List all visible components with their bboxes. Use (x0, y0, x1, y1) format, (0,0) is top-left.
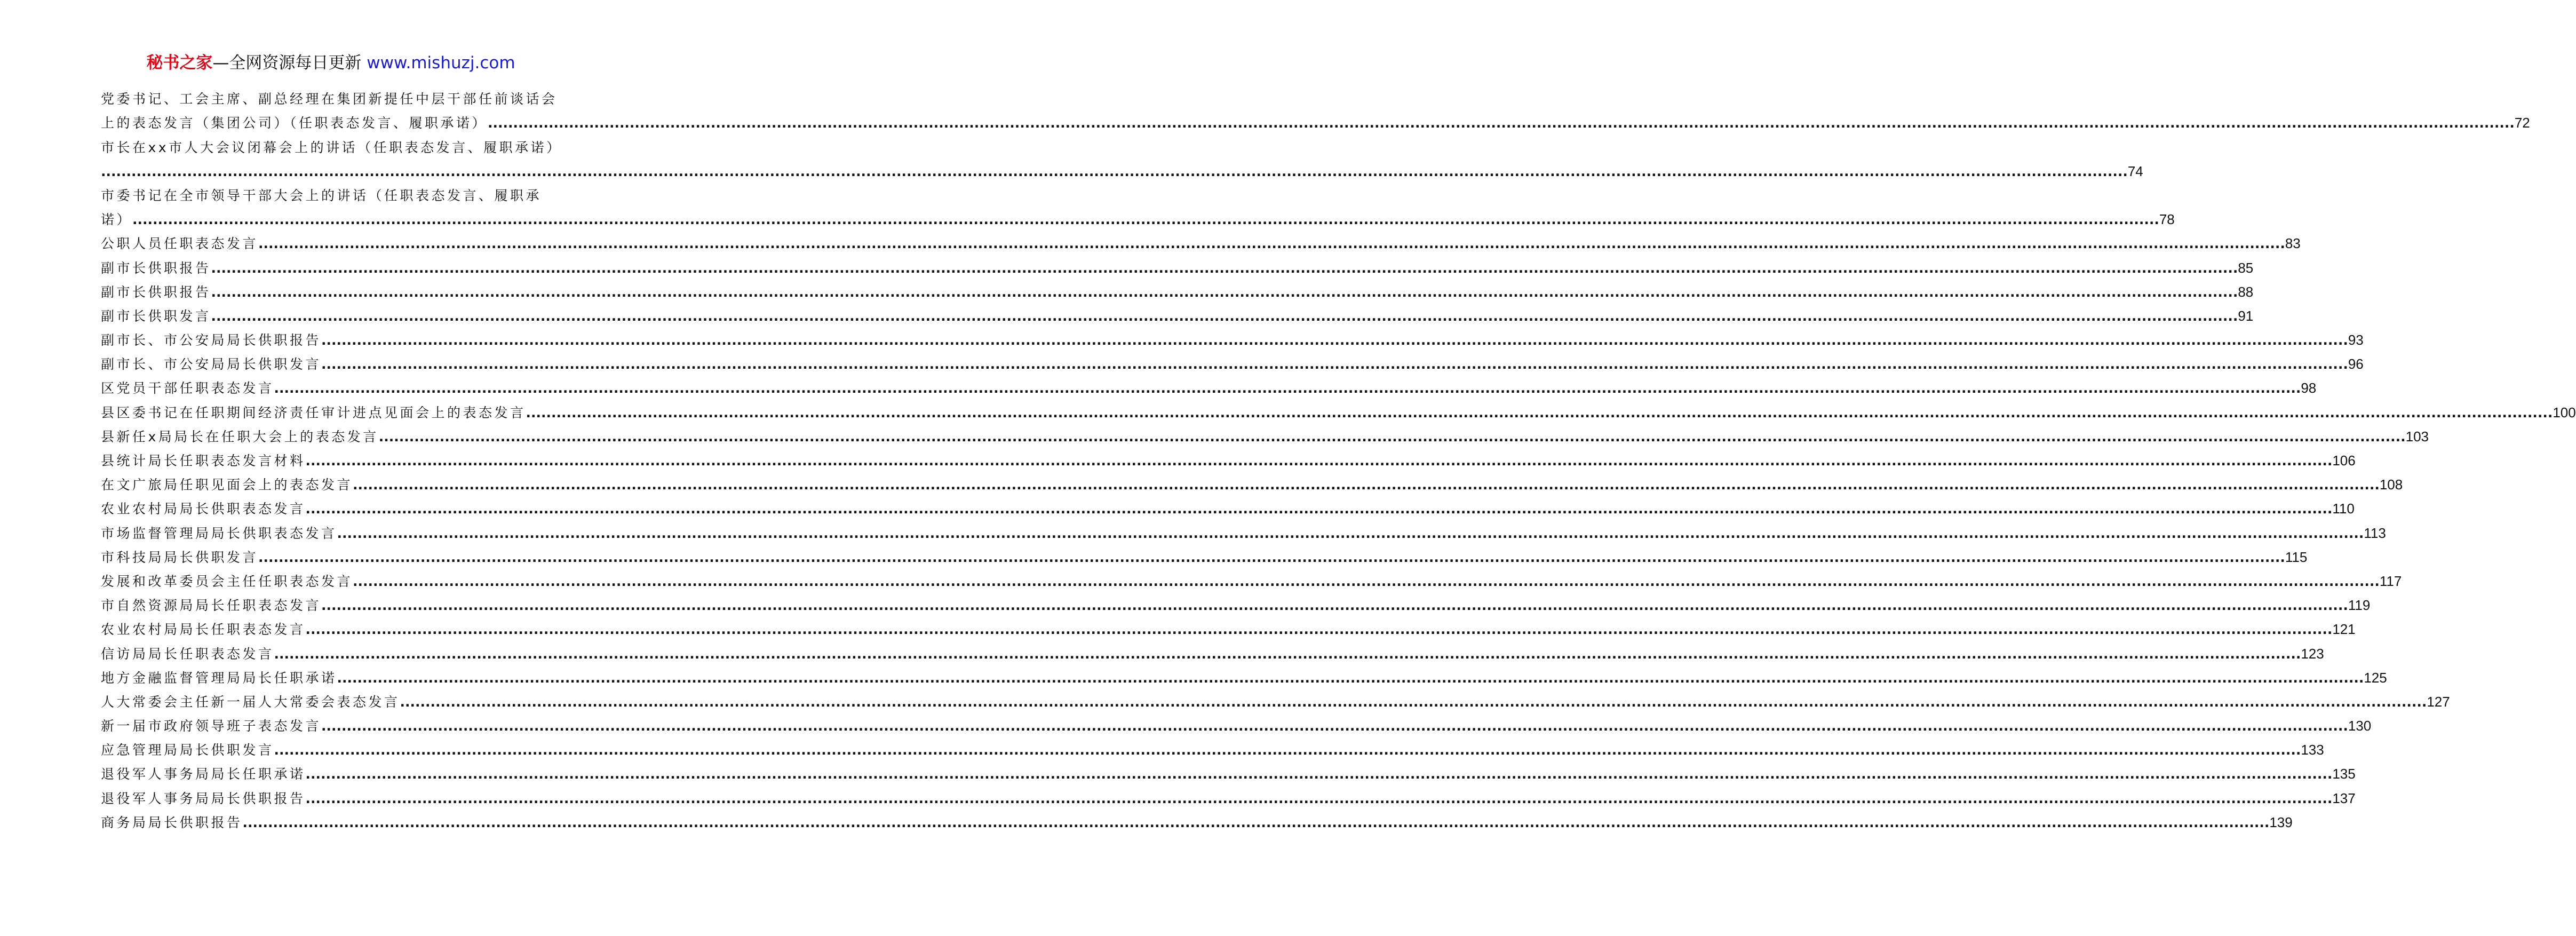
toc-leader-dots: ................................................................................................................................................................................................................................................................................................................................................................................................................ (305, 622, 2333, 638)
toc-page-number: 133 (2301, 742, 2324, 758)
toc-page-number: 113 (2364, 525, 2386, 541)
toc-page-number: 125 (2364, 669, 2387, 686)
toc-page-number: 119 (2348, 597, 2371, 614)
toc-entry-title: 市场监督管理局局长供职表态发言 (101, 525, 337, 541)
toc-entry-title: 退役军人事务局局长任职承诺 (101, 766, 306, 782)
toc-entry-title: 商务局局长供职报告 (101, 814, 243, 830)
toc-entry-title: 地方金融监督管理局局长任职承诺 (101, 670, 337, 686)
toc-leader-dots: ................................................................................................................................................................................................................................................................................................................................................................................................................ (337, 525, 2364, 541)
toc-entry-title: 党委书记、工会主席、副总经理在集团新提任中层干部任前谈话会 (101, 91, 558, 107)
toc-entry-title: 农业农村局局长供职表态发言 (101, 501, 306, 517)
toc-leader-dots: ................................................................................................................................................................................................................................................................................................................................................................................................................ (353, 573, 2380, 589)
toc-leader-dots: ................................................................................................................................................................................................................................................................................................................................................................................................................ (321, 598, 2348, 614)
toc-leader-dots: ................................................................................................................................................................................................................................................................................................................................................................................................................ (258, 549, 2285, 565)
toc-entry-title: 应急管理局局长供职发言 (101, 742, 274, 758)
toc-entry[interactable] (101, 617, 2356, 641)
toc-entry[interactable] (101, 497, 2355, 521)
toc-page-number: 110 (2332, 501, 2355, 517)
toc-entry[interactable] (101, 714, 2372, 738)
toc-entry[interactable] (101, 111, 2530, 135)
toc-page-number: 91 (2238, 307, 2254, 324)
toc-leader-dots: ................................................................................................................................................................................................................................................................................................................................................................................................................ (211, 284, 2238, 300)
toc-leader-dots: ................................................................................................................................................................................................................................................................................................................................................................................................................ (353, 477, 2380, 493)
toc-entry-title: 市自然资源局局长任职表态发言 (101, 598, 322, 614)
toc-page-number: 108 (2379, 477, 2403, 493)
toc-entry-title: 退役军人事务局局长供职报告 (101, 790, 306, 806)
toc-leader-dots: ................................................................................................................................................................................................................................................................................................................................................................................................................ (378, 429, 2406, 445)
toc-leader-dots: ................................................................................................................................................................................................................................................................................................................................................................................................................ (274, 742, 2301, 758)
toc-leader-dots: ................................................................................................................................................................................................................................................................................................................................................................................................................ (526, 404, 2553, 421)
toc-entry-title: 公职人员任职表态发言 (101, 236, 259, 252)
toc-entry[interactable] (101, 473, 2403, 497)
toc-leader-dots: ................................................................................................................................................................................................................................................................................................................................................................................................................ (305, 790, 2333, 806)
toc-entry[interactable] (101, 232, 2301, 256)
toc-entry[interactable] (101, 208, 2175, 232)
brand-name: 秘书之家 (146, 53, 213, 73)
toc-page-number: 139 (2269, 814, 2293, 830)
toc-entry[interactable] (101, 135, 564, 159)
toc-entry[interactable] (101, 641, 2324, 665)
toc-leader-dots: ................................................................................................................................................................................................................................................................................................................................................................................................................ (305, 453, 2333, 469)
toc-entry-title: 副市长、市公安局局长供职发言 (101, 356, 322, 372)
toc-entry[interactable] (101, 184, 564, 208)
toc-entry[interactable] (101, 666, 2387, 690)
toc-leader-dots: ................................................................................................................................................................................................................................................................................................................................................................................................................ (321, 356, 2348, 372)
toc-entry[interactable] (101, 811, 2293, 835)
toc-entry-title: 人大常委会主任新一届人大常委会表态发言 (101, 694, 400, 710)
toc-entry[interactable] (101, 762, 2356, 786)
toc-page-number: 106 (2332, 453, 2356, 469)
toc-leader-dots: ................................................................................................................................................................................................................................................................................................................................................................................................................ (321, 718, 2348, 734)
toc-entry[interactable] (101, 304, 2254, 328)
table-of-contents (101, 87, 2576, 835)
toc-page-number: 93 (2348, 332, 2364, 348)
toc-entry[interactable] (101, 87, 564, 111)
toc-entry[interactable] (101, 521, 2386, 545)
toc-entry-title: 上的表态发言（集团公司）（任职表态发言、履职承诺） (101, 115, 488, 131)
toc-leader-dots: ................................................................................................................................................................................................................................................................................................................................................................................................................ (400, 694, 2427, 710)
toc-entry-title: 区党员干部任职表态发言 (101, 380, 274, 396)
toc-entry-title: 副市长供职发言 (101, 308, 211, 324)
toc-leader-dots: ................................................................................................................................................................................................................................................................................................................................................................................................................ (305, 501, 2333, 517)
toc-leader-dots: ................................................................................................................................................................................................................................................................................................................................................................................................................ (337, 670, 2364, 686)
toc-entry[interactable] (101, 280, 2254, 304)
toc-page-number: 130 (2348, 718, 2372, 734)
toc-entry-title: 新一届市政府领导班子表态发言 (101, 718, 322, 734)
toc-leader-dots: ................................................................................................................................................................................................................................................................................................................................................................................................................ (321, 332, 2348, 348)
toc-entry-title: 发展和改革委员会主任任职表态发言 (101, 573, 353, 589)
toc-page-number: 96 (2348, 356, 2364, 372)
toc-page-number: 121 (2332, 621, 2356, 638)
toc-page-number: 100 (2553, 404, 2576, 421)
toc-entry-title: 副市长供职报告 (101, 284, 211, 300)
toc-page-number: 78 (2159, 211, 2175, 228)
toc-entry[interactable] (101, 376, 2317, 400)
toc-entry-title: 农业农村局局长任职表态发言 (101, 622, 306, 638)
toc-entry-title: 在文广旅局任职见面会上的表态发言 (101, 477, 353, 493)
toc-page-number: 127 (2427, 693, 2450, 710)
toc-entry-title: 县统计局长任职表态发言材料 (101, 453, 306, 469)
toc-entry-title: 副市长、市公安局局长供职报告 (101, 332, 322, 348)
toc-entry-title: 信访局局长任职表态发言 (101, 646, 274, 662)
toc-entry[interactable] (101, 545, 2308, 569)
toc-entry[interactable] (101, 328, 2364, 352)
toc-entry[interactable] (101, 400, 2576, 424)
toc-entry-title: 诺） (101, 212, 133, 228)
toc-entry-title: 县区委书记在任职期间经济责任审计进点见面会上的表态发言 (101, 404, 526, 421)
toc-entry-title: 市委书记在全市领导干部大会上的讲话（任职表态发言、履职承 (101, 187, 542, 203)
toc-leader-dots: ................................................................................................................................................................................................................................................................................................................................................................................................................ (101, 163, 2128, 179)
page-header (0, 52, 662, 74)
toc-entry[interactable] (101, 449, 2356, 473)
toc-leader-dots: ................................................................................................................................................................................................................................................................................................................................................................................................................ (242, 814, 2270, 830)
toc-leader-dots: ................................................................................................................................................................................................................................................................................................................................................................................................................ (274, 380, 2301, 396)
toc-page-number: 72 (2514, 115, 2530, 131)
toc-leader-dots: ................................................................................................................................................................................................................................................................................................................................................................................................................ (258, 236, 2285, 252)
toc-entry[interactable] (101, 160, 2143, 184)
toc-entry-title: 市科技局局长供职发言 (101, 549, 259, 565)
toc-entry[interactable] (101, 569, 2402, 593)
toc-page-number: 83 (2285, 235, 2301, 252)
toc-page-number: 98 (2301, 380, 2317, 396)
toc-page-number: 135 (2332, 766, 2356, 782)
toc-entry[interactable] (101, 786, 2356, 810)
toc-page-number: 103 (2405, 428, 2429, 445)
toc-leader-dots: ................................................................................................................................................................................................................................................................................................................................................................................................................ (211, 308, 2238, 324)
toc-entry-title: 县新任x局局长在任职大会上的表态发言 (101, 429, 379, 445)
toc-entry[interactable] (101, 256, 2254, 280)
toc-leader-dots: ................................................................................................................................................................................................................................................................................................................................................................................................................ (305, 766, 2333, 782)
toc-leader-dots: ................................................................................................................................................................................................................................................................................................................................................................................................................ (132, 212, 2159, 228)
toc-page-number: 137 (2332, 790, 2356, 806)
site-url-link[interactable]: www.mishuzj.com (367, 53, 515, 73)
toc-leader-dots: ................................................................................................................................................................................................................................................................................................................................................................................................................ (488, 115, 2515, 131)
toc-entry[interactable] (101, 352, 2364, 376)
toc-entry-title: 市长在xx市人大会议闭幕会上的讲话（任职表态发言、履职承诺） (101, 139, 562, 155)
toc-page-number: 85 (2238, 259, 2254, 276)
toc-page-number: 115 (2285, 549, 2308, 565)
toc-entry[interactable] (101, 593, 2371, 617)
toc-page-number: 88 (2238, 283, 2254, 300)
header-slogan: —全网资源每日更新 (212, 53, 362, 73)
toc-page-number: 123 (2301, 645, 2324, 662)
toc-entry[interactable] (101, 738, 2324, 762)
toc-leader-dots: ................................................................................................................................................................................................................................................................................................................................................................................................................ (274, 646, 2301, 662)
toc-entry-title: 副市长供职报告 (101, 260, 211, 276)
toc-entry[interactable] (101, 425, 2429, 449)
toc-page-number: 117 (2379, 573, 2402, 589)
toc-entry[interactable] (101, 690, 2450, 714)
toc-page-number: 74 (2127, 163, 2143, 179)
toc-leader-dots: ................................................................................................................................................................................................................................................................................................................................................................................................................ (211, 260, 2238, 276)
